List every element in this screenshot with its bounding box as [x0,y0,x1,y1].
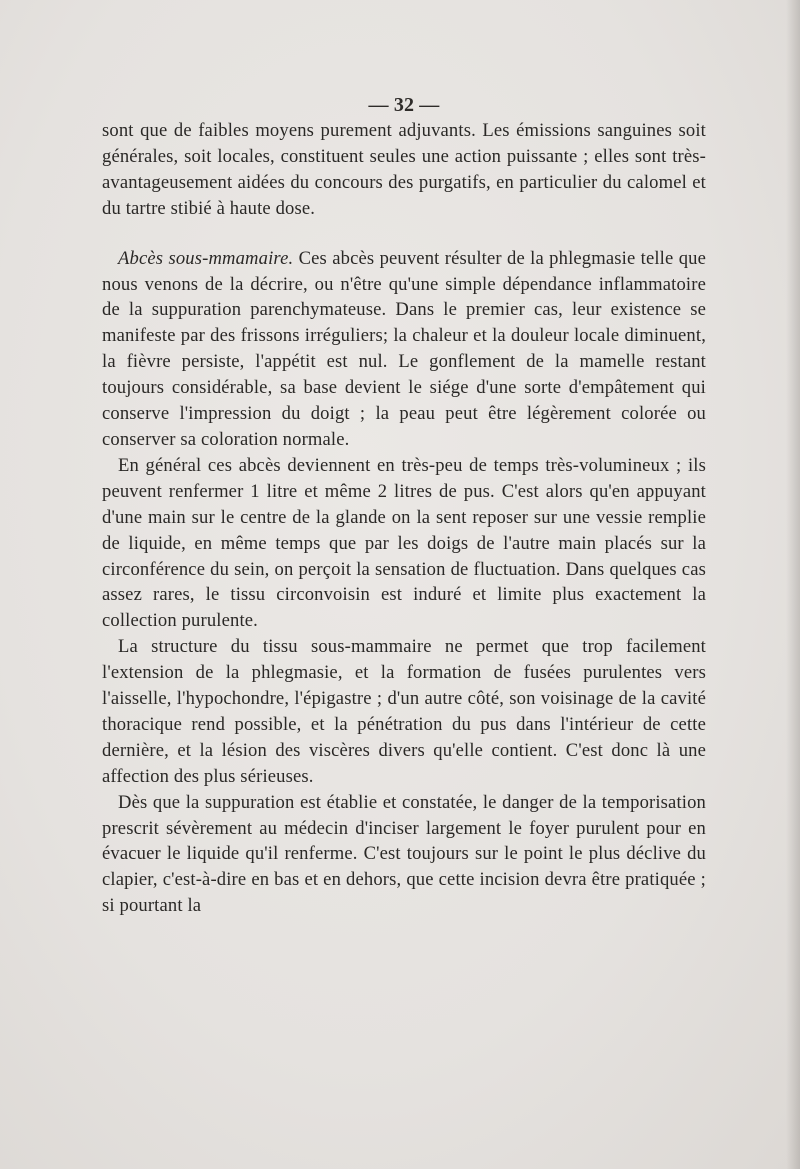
paragraph-2-text: Ces abcès peuvent résulter de la phlegmasie telle que nous venons de la décrire, ou n'être qu'une simple dépendance inflammatoire de la suppuration parenchymateuse. Dans le premier cas, leur existence se manifeste par des frissons irréguliers; la chaleur et la douleur locale diminuent, la fièvre persiste, l'appétit est nul. Le gonflement de la mamelle restant toujours considérable, sa base devient le siége d'une sorte d'empâtement qui conserve l'impression du doigt ; la peau peut être légèrement colorée ou conserver sa coloration normale. [102,247,706,450]
paragraph-3: En général ces abcès deviennent en très-peu de temps très-volumineux ; ils peuvent renfermer 1 litre et même 2 litres de pus. C'est alors qu'en appuyant d'une main sur le centre de la glande on la sent reposer sur une vessie remplie de liquide, en même temps que par les doigs de l'autre main placés sur la circonférence du sein, on perçoit la sensation de fluctuation. Dans quelques cas assez rares, le tissu circonvoisin est induré et limite plus exactement la collection purulente. [102,454,706,632]
page-edge-shadow [786,0,800,1169]
page-text [102,92,706,919]
section-gap [102,222,706,246]
paragraph-2 [102,246,706,453]
section-heading: Abcès sous-mmamaire. [118,247,294,269]
paragraph-1: sont que de faibles moyens purement adjuvants. Les émissions sanguines soit générales, soit locales, constituent seules une action puissante ; elles sont très-avantageusement aidées du concours des purgatifs, en particulier du calomel et du tartre stibié à haute dose. [102,120,706,219]
paragraph-5: Dès que la suppuration est établie et constatée, le danger de la temporisation prescrit sévèrement au médecin d'inciser largement le foyer purulent pour en évacuer le liquide qu'il renferme. C'est toujours sur le point le plus déclive du clapier, c'est-à-dire en bas et en dehors, que cette incision devra être pratiquée ; si pourtant la [102,791,706,917]
paragraph-4: La structure du tissu sous-mammaire ne permet que trop facilement l'extension de la phlegmasie, et la formation de fusées purulentes vers l'aisselle, l'hypochondre, l'épigastre ; d'un autre côté, son voisinage de la cavité thoracique rend possible, et la pénétration du pus dans l'intérieur de cette dernière, et la lésion des viscères divers qu'elle contient. C'est donc là une affection des plus sérieuses. [102,636,706,787]
page-number: — 32 — [368,94,440,116]
